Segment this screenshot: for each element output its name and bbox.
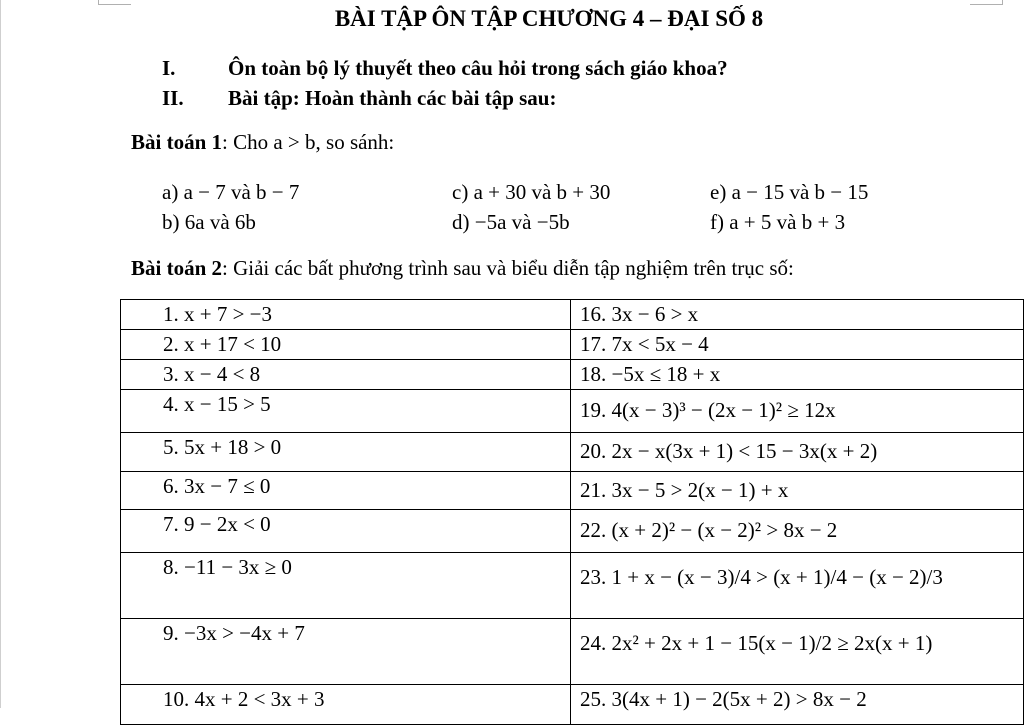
exercise-21: 21. 3x − 5 > 2(x − 1) + x <box>580 478 789 502</box>
table-row <box>121 300 1024 330</box>
table-cell <box>571 300 1024 330</box>
table-cell <box>571 360 1024 390</box>
table-cell <box>121 472 571 510</box>
exercise-17: 17. 7x < 5x − 4 <box>580 332 709 356</box>
problem-1-text: : Cho a > b, so sánh: <box>222 130 395 154</box>
page-edge <box>0 0 1 708</box>
table-cell <box>571 433 1024 472</box>
option-b: b) 6a và 6b <box>162 210 256 234</box>
exercise-9: 9. −3x > −4x + 7 <box>163 621 305 645</box>
table-row <box>121 433 1024 472</box>
table-row <box>121 510 1024 553</box>
exercise-16: 16. 3x − 6 > x <box>580 302 699 326</box>
exercise-18: 18. −5x ≤ 18 + x <box>580 362 721 386</box>
table-cell <box>121 390 571 433</box>
section-2-text: Bài tập: Hoàn thành các bài tập sau: <box>228 86 557 110</box>
table-cell <box>121 685 571 725</box>
option-d: d) −5a và −5b <box>452 210 570 234</box>
exercise-2: 2. x + 17 < 10 <box>163 332 282 356</box>
page-corner-mark-left <box>98 0 131 5</box>
exercise-25: 25. 3(4x + 1) − 2(5x + 2) > 8x − 2 <box>580 687 867 711</box>
exercise-24: 24. 2x² + 2x + 1 − 15(x − 1)/2 ≥ 2x(x + 1) <box>580 631 933 655</box>
exercise-8: 8. −11 − 3x ≥ 0 <box>163 555 292 579</box>
exercise-1: 1. x + 7 > −3 <box>163 302 273 326</box>
table-cell <box>571 619 1024 685</box>
section-1 <box>162 56 728 81</box>
table-row <box>121 360 1024 390</box>
exercise-20: 20. 2x − x(3x + 1) < 15 − 3x(x + 2) <box>580 439 878 463</box>
table-row <box>121 330 1024 360</box>
section-2-number: II. <box>162 86 184 110</box>
problem-2-heading <box>131 256 794 281</box>
exercise-19: 19. 4(x − 3)³ − (2x − 1)² ≥ 12x <box>580 398 836 422</box>
table-cell <box>121 619 571 685</box>
exercise-3: 3. x − 4 < 8 <box>163 362 261 386</box>
exercise-7: 7. 9 − 2x < 0 <box>163 512 271 536</box>
problem-2-label: Bài toán 2 <box>131 256 223 280</box>
option-f: f) a + 5 và b + 3 <box>710 210 846 234</box>
exercise-22: 22. (x + 2)² − (x − 2)² > 8x − 2 <box>580 518 838 542</box>
table-row <box>121 553 1024 619</box>
table-cell <box>571 390 1024 433</box>
section-2 <box>162 86 556 111</box>
page-corner-mark-right <box>970 0 1003 5</box>
exercise-23: 23. 1 + x − (x − 3)/4 > (x + 1)/4 − (x − 2)/3 <box>580 565 943 589</box>
table-cell <box>121 433 571 472</box>
table-cell <box>121 510 571 553</box>
exercise-table <box>120 299 1024 725</box>
problem-1-heading <box>131 130 394 155</box>
table-cell <box>571 553 1024 619</box>
table-row <box>121 472 1024 510</box>
table-cell <box>571 330 1024 360</box>
table-cell <box>121 300 571 330</box>
exercise-5: 5. 5x + 18 > 0 <box>163 435 282 459</box>
exercise-4: 4. x − 15 > 5 <box>163 392 271 416</box>
exercise-10: 10. 4x + 2 < 3x + 3 <box>163 687 325 711</box>
option-a: a) a − 7 và b − 7 <box>162 180 300 204</box>
table-cell <box>571 685 1024 725</box>
table-row <box>121 685 1024 725</box>
exercise-6: 6. 3x − 7 ≤ 0 <box>163 474 271 498</box>
table-cell <box>571 472 1024 510</box>
document-title: BÀI TẬP ÔN TẬP CHƯƠNG 4 – ĐẠI SỐ 8 <box>334 6 764 31</box>
problem-2-text: : Giải các bất phương trình sau và biểu diễn tập nghiệm trên trục số: <box>222 256 794 280</box>
table-row <box>121 390 1024 433</box>
section-1-text: Ôn toàn bộ lý thuyết theo câu hỏi trong sách giáo khoa? <box>228 56 728 80</box>
table-cell <box>571 510 1024 553</box>
table-row <box>121 619 1024 685</box>
option-e: e) a − 15 và b − 15 <box>710 180 869 204</box>
problem-1-label: Bài toán 1 <box>131 130 223 154</box>
table-cell <box>121 330 571 360</box>
table-cell <box>121 553 571 619</box>
option-c: c) a + 30 và b + 30 <box>452 180 611 204</box>
table-cell <box>121 360 571 390</box>
section-1-number: I. <box>162 56 176 80</box>
